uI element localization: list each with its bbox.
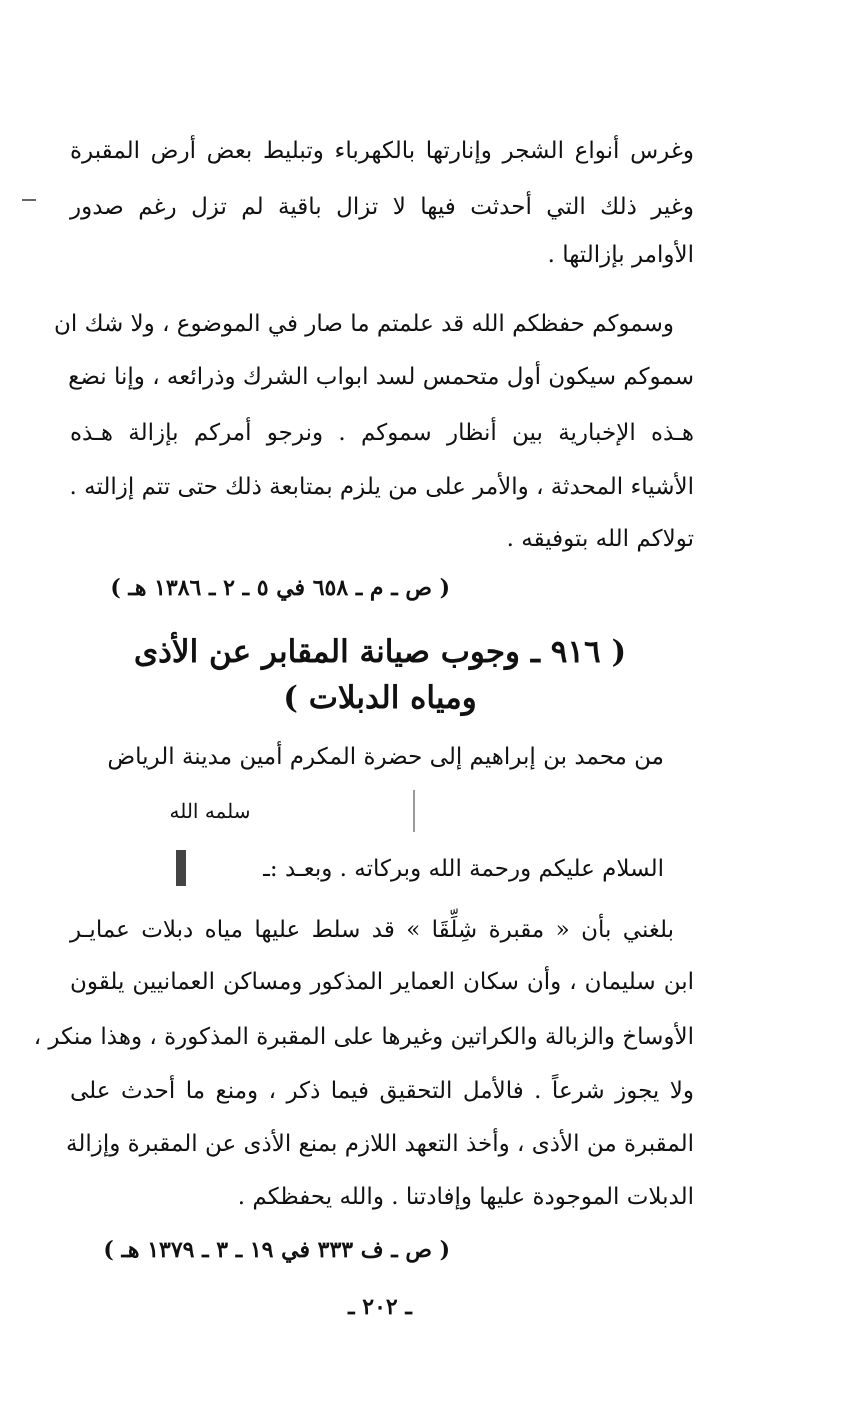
letter-body-line: الدبلات الموجودة عليها وإفادتنا . والله يحفظكم . <box>237 1184 694 1210</box>
scan-mark <box>176 850 186 886</box>
paragraph-line: تولاكم الله بتوفيقه . <box>506 526 694 552</box>
intro-line: الأوامر بإزالتها . <box>547 242 694 268</box>
paragraph-line: الأشياء المحدثة ، والأمر على من يلزم بمتابعة ذلك حتى تتم إزالته . <box>69 474 694 500</box>
page-number: ـ ٢٠٢ ـ <box>348 1294 412 1320</box>
letter-body-line: ولا يجوز شرعاً . فالأمل التحقيق فيما ذكر ، ومنع ما أحدث على <box>70 1078 694 1104</box>
letter-greeting: السلام عليكم ورحمة الله وبركاته . وبعـد :ـ <box>263 856 664 882</box>
scan-mark <box>22 199 36 201</box>
letter-body-line: الأوساخ والزبالة والكراتين وغيرها على المقبرة المذكورة ، وهذا منكر ، <box>33 1024 694 1050</box>
letter-body-line: ابن سليمان ، وأن سكان العماير المذكور ومساكن العمانيين يلقون <box>70 969 694 995</box>
intro-line: وغرس أنواع الشجر وإنارتها بالكهرباء وتبليط بعض أرض المقبرة <box>70 138 694 164</box>
source-reference: ( ص ـ ف ٣٣٣ في ١٩ ـ ٣ ـ ١٣٧٩ هـ ) <box>103 1237 450 1263</box>
intro-line: وغير ذلك التي أحدثت فيها لا تزال باقية لم تزل رغم صدور <box>70 194 694 220</box>
paragraph-line: سموكم سيكون أول متحمس لسد ابواب الشرك وذرائعه ، وإنا نضع <box>68 364 694 390</box>
letter-salutation: سلمه الله <box>169 799 251 823</box>
letter-body-line: بلغني بأن « مقبرة شِلِّقَا » قد سلط عليها مياه دبلات عمايـر <box>70 917 674 943</box>
paragraph-line: هـذه الإخبارية بين أنظار سموكم . ونرجو أمركم بإزالة هـذه <box>70 420 694 446</box>
section-heading: ( ٩١٦ ـ وجوب صيانة المقابر عن الأذى <box>133 634 627 670</box>
paragraph-line: وسموكم حفظكم الله قد علمتم ما صار في الموضوع ، ولا شك ان <box>53 311 674 337</box>
letter-body-line: المقبرة من الأذى ، وأخذ التعهد اللازم بمنع الأذى عن المقبرة وإزالة <box>65 1131 694 1157</box>
letter-from-line: من محمد بن إبراهيم إلى حضرة المكرم أمين مدينة الرياض <box>107 744 664 770</box>
section-heading-continued: ومياه الدبلات ) <box>283 680 477 716</box>
source-reference: ( ص ـ م ـ ٦٥٨ في ٥ ـ ٢ ـ ١٣٨٦ هـ ) <box>110 575 450 601</box>
scan-mark <box>413 790 415 832</box>
